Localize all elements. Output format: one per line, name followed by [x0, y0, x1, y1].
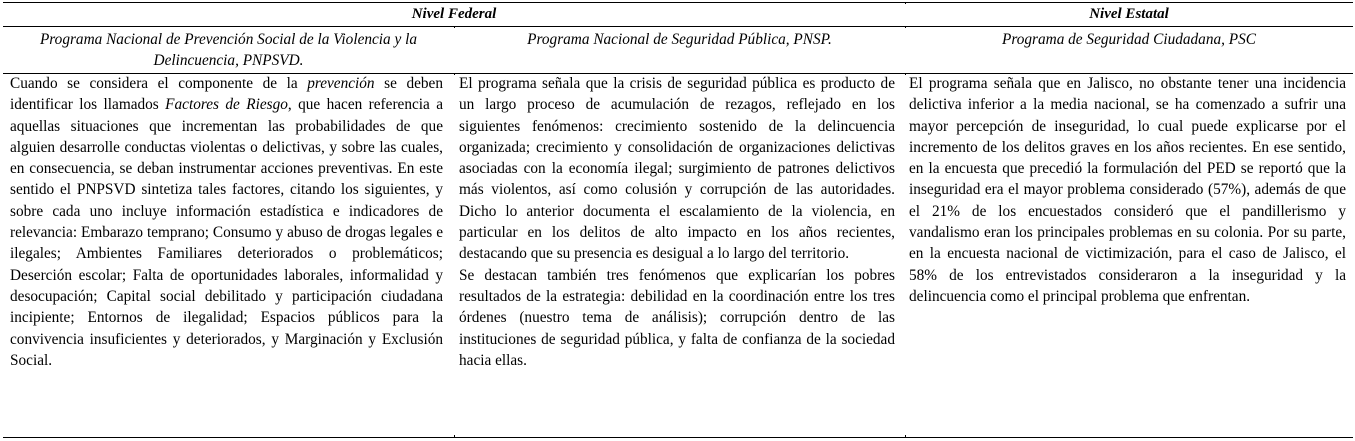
program-header-pnsp: Programa Nacional de Seguridad Pública, PNSP. [527, 31, 832, 48]
text-run: Cuando se considera el componente de la [10, 75, 308, 92]
text-run: , que hacen referencia a aquellas situaciones que incrementan las probabilidades de que alguien desarrolle conductas violentas o delictivas, y sobre las cuales, en consecuencia, se deban instrumentar acciones preventivas. En este sentido el PNPSVD sintetiza tales factores, citando los siguientes, y sobre cada uno incluye información estadística e indicadores de relevancia: Embarazo temprano; Consumo y abuso de drogas legales e ilegales; Ambientes Familiares deteriorados o problemáticos; Deserción escolar; Falta de oportunidades laborales, informalidad y desocupación; Capital social debilitado y participación ciudadana incipiente; Entornos de ilegalidad; Espacios públicos para la convivencia insuficientes y deteriorados, y Marginación y Exclusión Social. [10, 96, 444, 369]
program-header-psc: Programa de Seguridad Ciudadana, PSC [1002, 31, 1256, 48]
paragraph: El programa señala que la crisis de seguridad pública es producto de un largo proceso de acumulación de rezagos, reflejado en los siguientes fenómenos: crecimiento sostenido de la delincuencia organizada; crecimiento y consolidación de organizaciones delictivas asociadas con la economía ilegal; surgimiento de patrones delictivos más violentos, así como colusión y corrupción de las autoridades. Dicho lo anterior documenta el escalamiento de la violencia, en particular en los delitos de alto impacto en los años recientes, destacando que su presencia es desigual a lo largo del territorio. [459, 75, 895, 263]
level-header-federal: Nivel Federal [411, 6, 497, 22]
column-divider-tick [905, 435, 906, 437]
program-header-pnpsvd: Programa Nacional de Prevención Social de la Violencia y la Delincuencia, PNPSVD. [39, 31, 418, 69]
column-divider-tick [454, 435, 455, 437]
text-run: se deben identificar los llamados [10, 75, 443, 114]
table-bottom-rule [3, 437, 1353, 438]
paragraph [10, 73, 443, 371]
paragraph: El programa señala que en Jalisco, no obstante tener una incidencia delictiva inferior a la media nacional, se ha comenzado a sufrir una mayor percepción de inseguridad, lo cual puede explicarse por el incremento de los delitos graves en los años recientes. En ese sentido, en la encuesta que precedió la formulación del PED se reportó que la inseguridad era el mayor problema considerado (57%), además de que el 21% de los encuestados consideró que el pandillerismo y vandalismo eran los principales problemas en su colonia. Por su parte, en la encuesta nacional de victimización, para el caso de Jalisco, el 58% de los entrevistados consideraron a la inseguridad y la delincuencia como el principal problema que enfrentan. [909, 75, 1346, 305]
level-header-estatal: Nivel Estatal [1089, 6, 1169, 22]
column-divider-tick [905, 73, 906, 75]
paragraph: Se destacan también tres fenómenos que explicarían los pobres resultados de la estrategia: debilidad en la coordinación entre los tres órdenes (nuestro tema de análisis); corrupción dentro de las instituciones de seguridad pública, y falta de confianza de la sociedad hacia ellas. [459, 266, 895, 369]
cell-pnsp-description [459, 73, 895, 371]
column-divider-tick [454, 73, 455, 75]
cell-psc-description [909, 73, 1346, 307]
cell-pnpsvd-description [10, 73, 443, 371]
emphasis-prevencion: prevención [307, 75, 375, 92]
emphasis-factores-de-riesgo: Factores de Riesgo [165, 96, 288, 114]
